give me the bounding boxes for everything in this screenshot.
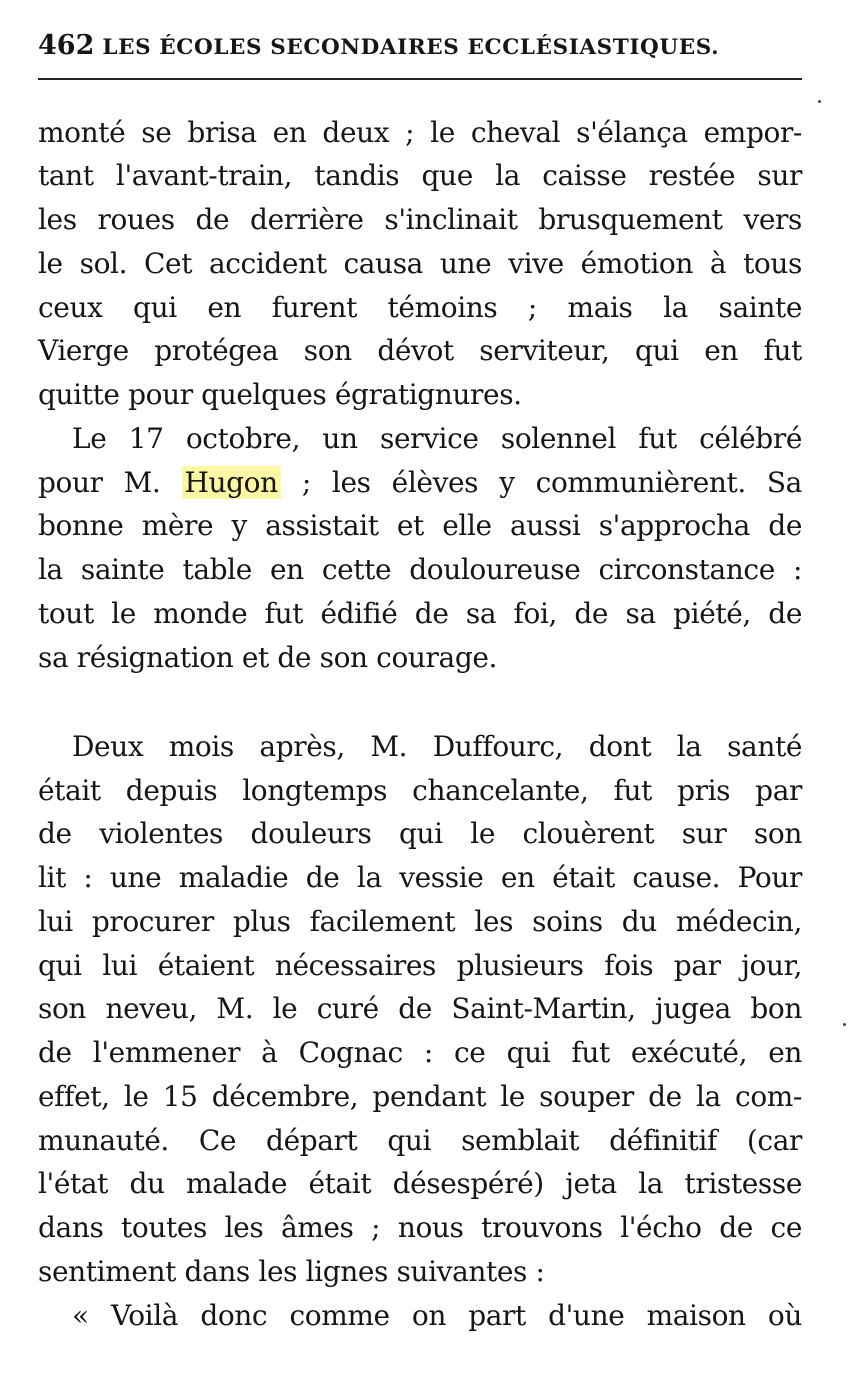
page-number: 462 bbox=[38, 30, 95, 61]
text-fragment: ; les élèves y communièrent. Sa bbox=[301, 466, 802, 499]
text-line: tout le monde fut édifié de sa foi, de sa piété, de bbox=[38, 597, 802, 630]
text-line: le sol. Cet accident causa une vive émotion à tous bbox=[38, 247, 802, 280]
text-line: l'état du malade était désespéré) jeta la tristesse bbox=[38, 1167, 802, 1200]
text-line: Deux mois après, M. Duffourc, dont la santé bbox=[72, 730, 802, 763]
text-line: Le 17 octobre, un service solennel fut célébré bbox=[72, 422, 802, 455]
text-line: tant l'avant-train, tandis que la caisse restée sur bbox=[38, 159, 802, 192]
text-line: ceux qui en furent témoins ; mais la sainte bbox=[38, 291, 802, 324]
text-line: son neveu, M. le curé de Saint-Martin, jugea bon bbox=[38, 992, 802, 1025]
text-line: munauté. Ce départ qui semblait définitif (car bbox=[38, 1124, 802, 1157]
text-line: la sainte table en cette douloureuse circonstance : bbox=[38, 553, 802, 586]
scan-speck bbox=[818, 100, 821, 103]
text-line: était depuis longtemps chancelante, fut pris par bbox=[38, 774, 802, 807]
highlighted-search-term: Hugon bbox=[182, 466, 281, 499]
text-line: les roues de derrière s'inclinait brusquement vers bbox=[38, 203, 802, 236]
text-line: dans toutes les âmes ; nous trouvons l'écho de ce bbox=[38, 1211, 802, 1244]
scan-speck bbox=[843, 1023, 846, 1026]
text-line bbox=[38, 465, 802, 503]
running-header bbox=[38, 30, 808, 70]
text-line: de violentes douleurs qui le clouèrent sur son bbox=[38, 817, 802, 850]
text-fragment: pour M. bbox=[38, 466, 161, 499]
text-line: bonne mère y assistait et elle aussi s'approcha de bbox=[38, 509, 802, 542]
text-line: lui procurer plus facilement les soins du médecin, bbox=[38, 905, 802, 938]
header-rule bbox=[38, 78, 802, 80]
text-line: quitte pour quelques égratignures. bbox=[38, 378, 522, 411]
text-line: lit : une maladie de la vessie en était cause. Pour bbox=[38, 861, 802, 894]
text-line: « Voilà donc comme on part d'une maison où bbox=[72, 1299, 802, 1332]
text-line: sentiment dans les lignes suivantes : bbox=[38, 1255, 545, 1288]
text-line: de l'emmener à Cognac : ce qui fut exécuté, en bbox=[38, 1036, 802, 1069]
text-line: qui lui étaient nécessaires plusieurs fois par jour, bbox=[38, 949, 802, 982]
running-title: LES ÉCOLES SECONDAIRES ECCLÉSIASTIQUES. bbox=[102, 35, 720, 60]
text-line: Vierge protégea son dévot serviteur, qui en fut bbox=[38, 334, 802, 367]
text-line: monté se brisa en deux ; le cheval s'élança empor- bbox=[38, 116, 802, 149]
text-line: sa résignation et de son courage. bbox=[38, 641, 498, 674]
text-line: effet, le 15 décembre, pendant le souper de la com- bbox=[38, 1080, 802, 1113]
